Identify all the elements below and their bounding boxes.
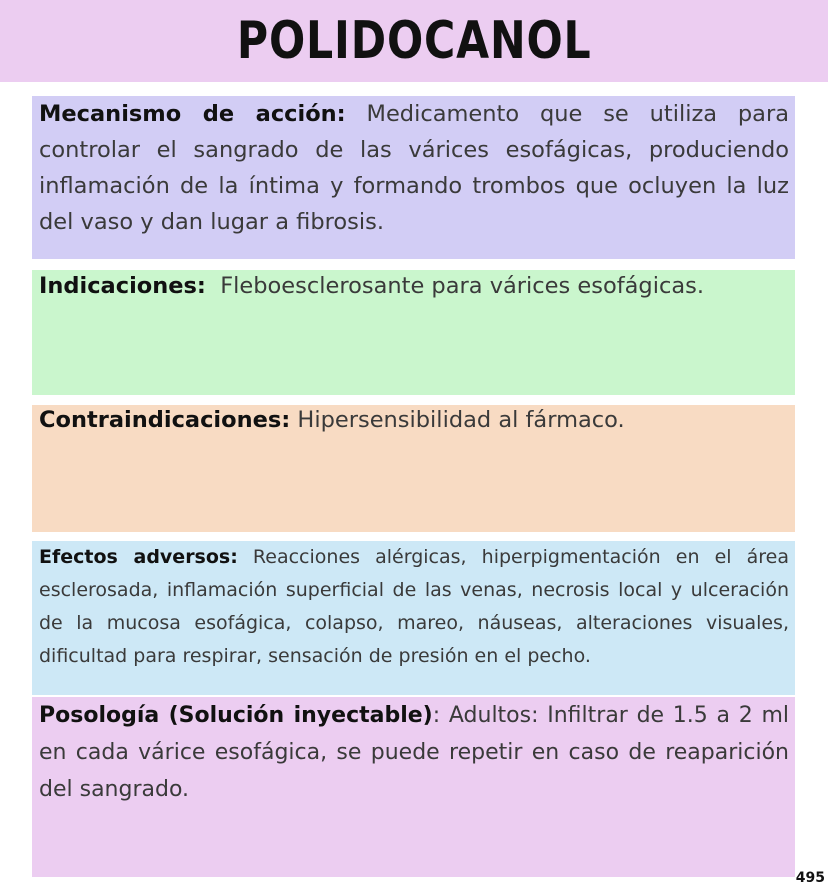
indications-section (32, 270, 795, 395)
adverse-effects-section (32, 541, 795, 695)
adverse-effects-text: Reacciones alérgicas, hiperpigmentación en el área esclerosada, inflamación superficial de las venas, necrosis local y ulceración de la mucosa esofágica, colapso, mareo, náuseas, alteraciones visuales, dificultad para respirar, sensación de presión en el pecho. (39, 546, 789, 667)
indications-label: Indicaciones: (39, 273, 206, 299)
adverse-effects-paragraph (39, 541, 789, 673)
mechanism-paragraph (39, 96, 789, 240)
contraindications-paragraph (39, 405, 789, 435)
adverse-effects-label: Efectos adversos: (39, 546, 238, 568)
title-banner (0, 0, 828, 82)
dosage-text: : Adultos: Infiltrar de 1.5 a 2 ml en cada várice esofágica, se puede repetir en caso de reaparición del sangrado. (39, 703, 789, 802)
indications-text: Fleboesclerosante para várices esofágicas. (205, 273, 704, 299)
indications-paragraph (39, 270, 789, 302)
page-number: 495 (795, 870, 825, 886)
contraindications-section (32, 405, 795, 532)
contraindications-label: Contraindicaciones: (39, 407, 291, 433)
mechanism-text: Medicamento que se utiliza para controlar el sangrado de las várices esofágicas, produciendo inflamación de la íntima y formando trombos que ocluyen la luz del vaso y dan lugar a fibrosis. (39, 101, 790, 235)
dosage-section (32, 697, 795, 877)
mechanism-label: Mecanismo de acción: (39, 101, 346, 127)
mechanism-section (32, 96, 795, 259)
dosage-paragraph (39, 697, 789, 808)
dosage-label: Posología (Solución inyectable) (39, 703, 433, 728)
page-title: POLIDOCANOL (236, 11, 592, 71)
contraindications-text: Hipersensibilidad al fármaco. (290, 407, 625, 433)
